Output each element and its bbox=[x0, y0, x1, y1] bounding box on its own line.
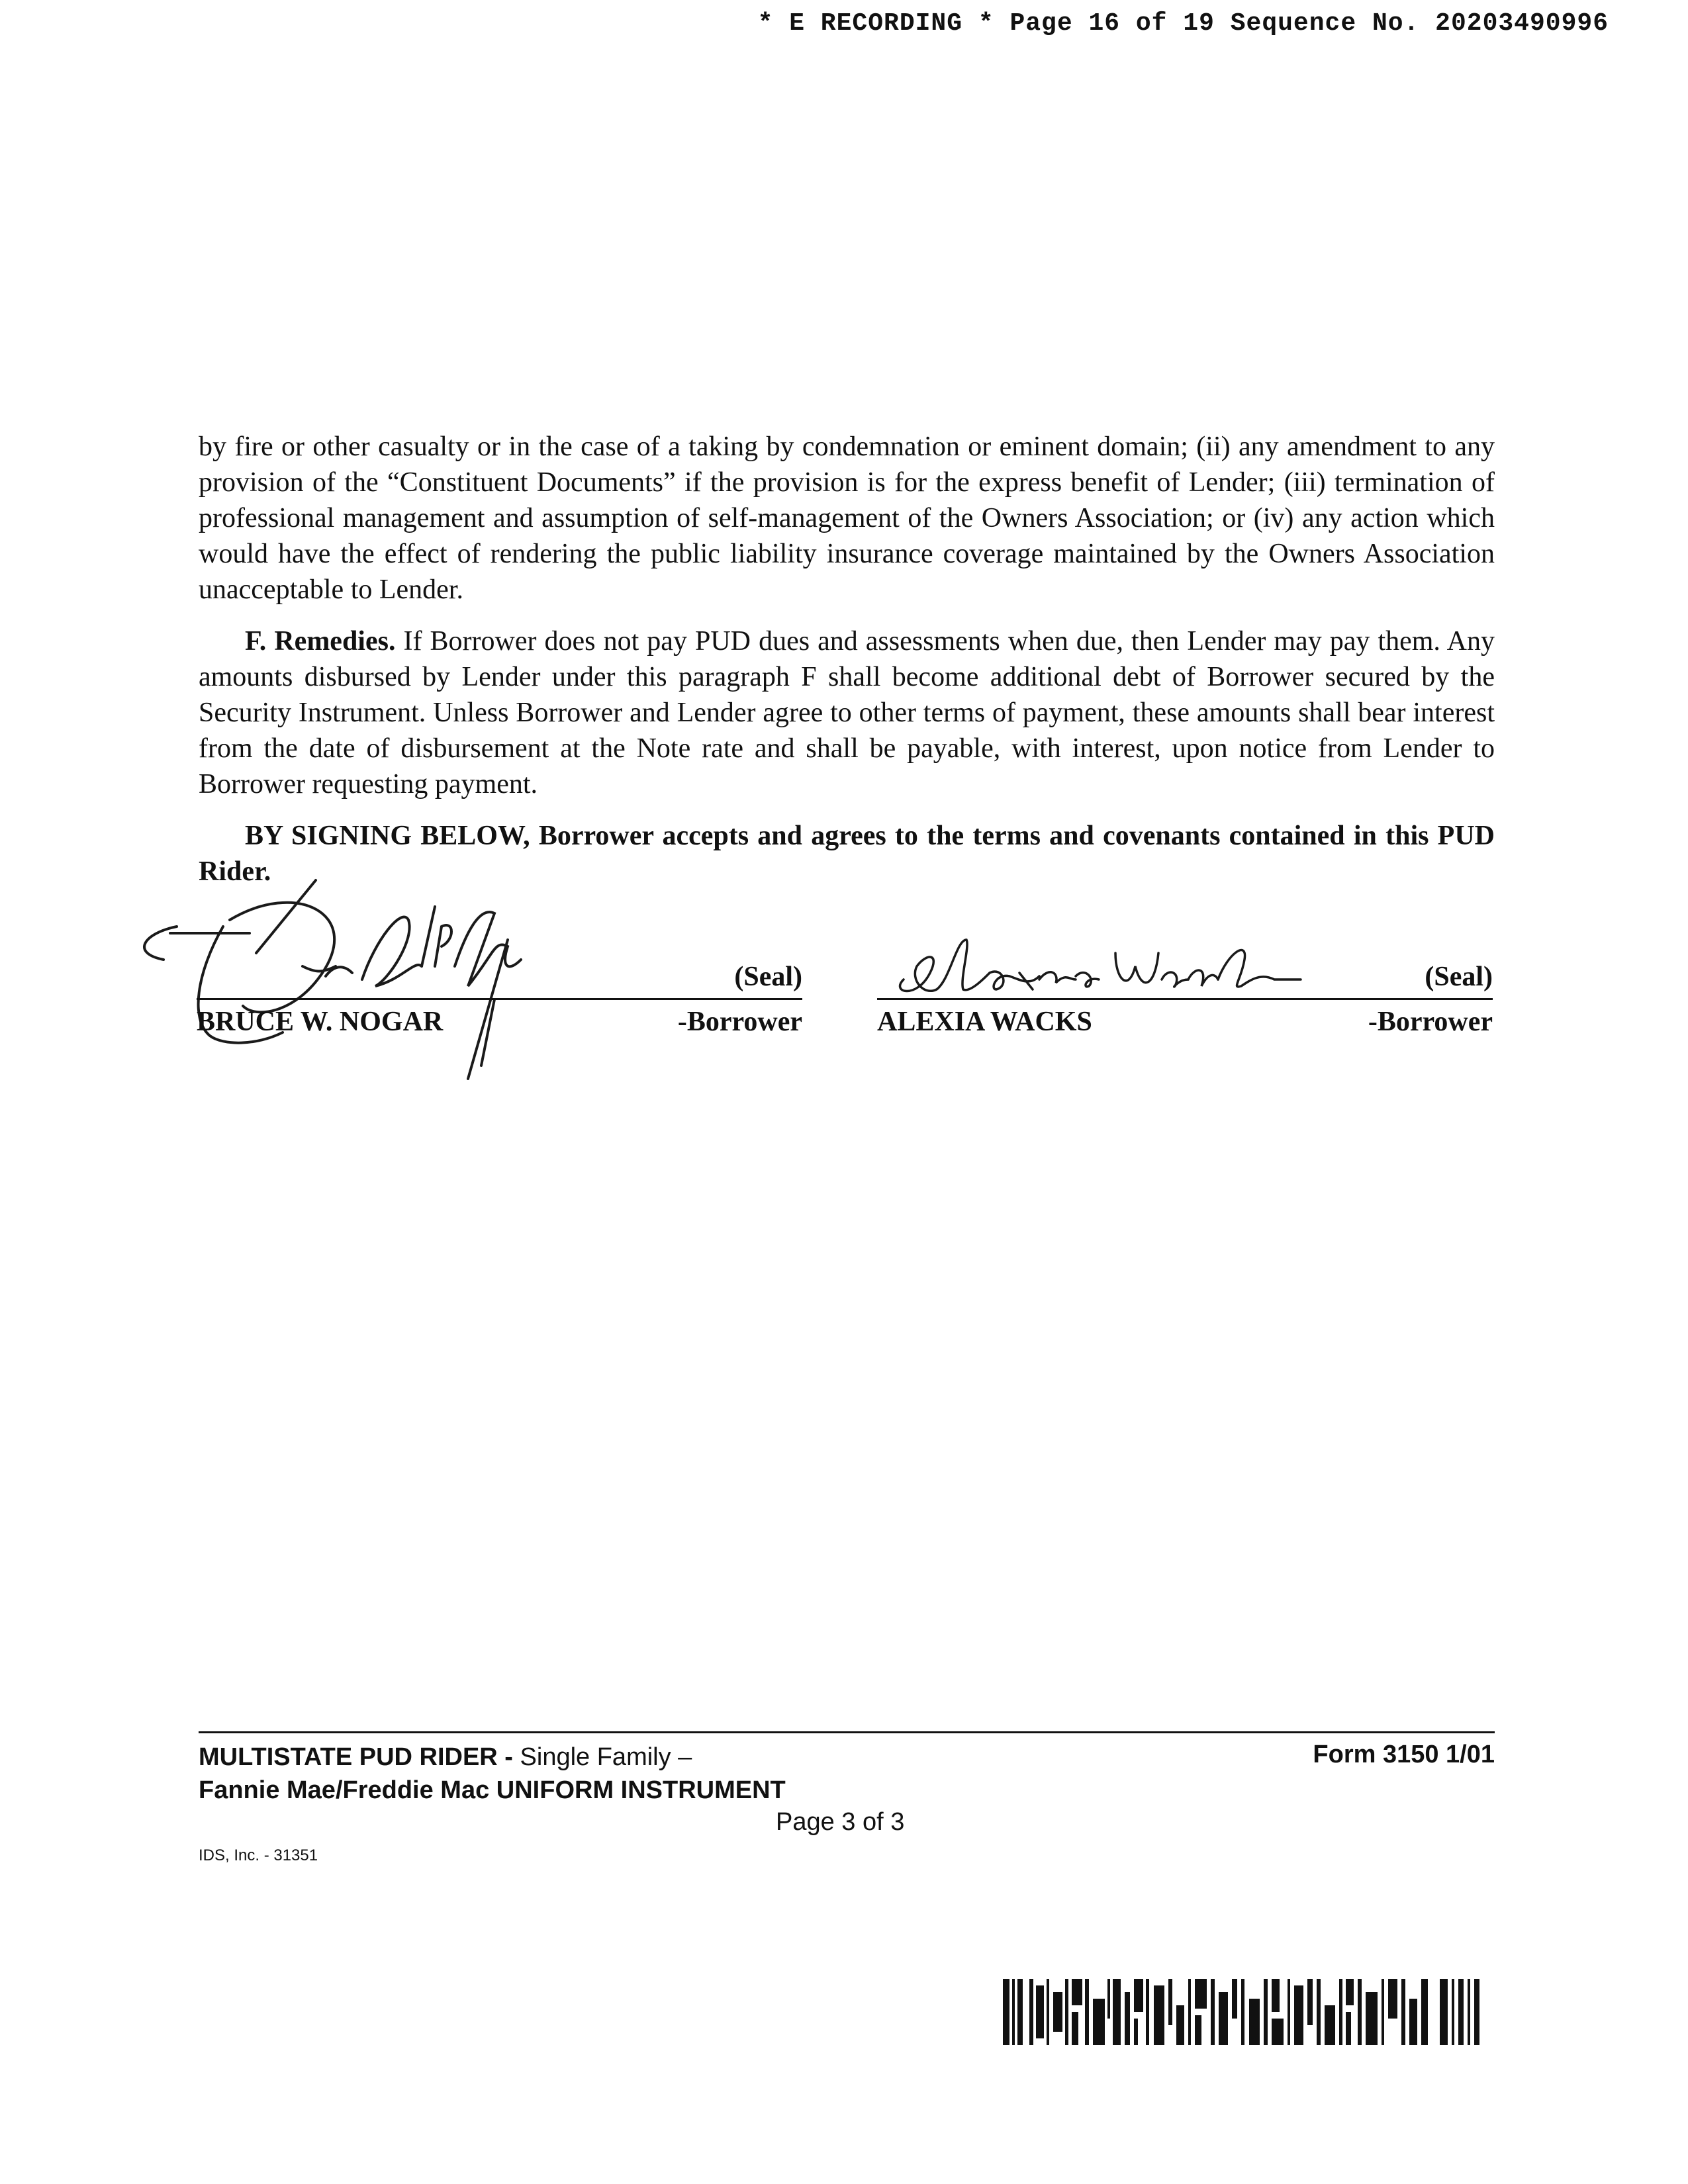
form-title-bold: MULTISTATE PUD RIDER - bbox=[199, 1743, 520, 1771]
borrower-name: ALEXIA WACKS bbox=[877, 1007, 1092, 1037]
handwritten-signature-2 bbox=[877, 880, 1340, 1013]
form-number: Form 3150 1/01 bbox=[1313, 1741, 1495, 1768]
page-number: Page 3 of 3 bbox=[776, 1808, 905, 1836]
form-title-rest: Single Family – bbox=[520, 1743, 692, 1771]
paragraph-continuation: by fire or other casualty or in the case of a taking by condemnation or eminent domain; (ii) any amendment to any provision of the “Constituent Documents” if the provision is for the express benefit of Lender; (iii) termination of professional management and assumption of self-management of the Owners Association; or (iv) any action which would have the effect of rendering the public liability insurance coverage maintained by the Owners Association unacceptable to Lender. bbox=[199, 432, 1495, 605]
signature-line bbox=[197, 998, 802, 1000]
borrower-name: BRUCE W. NOGAR bbox=[197, 1007, 444, 1037]
handwritten-signature-1 bbox=[124, 867, 786, 1085]
signature-block-borrower-2 bbox=[877, 880, 1493, 1052]
footer-divider bbox=[199, 1731, 1495, 1733]
seal-label: (Seal) bbox=[1425, 962, 1493, 992]
seal-label: (Seal) bbox=[734, 962, 802, 992]
remedies-heading: F. Remedies. bbox=[245, 626, 396, 657]
borrower-role: -Borrower bbox=[677, 1007, 802, 1037]
form-title-line bbox=[199, 1741, 786, 1774]
remedies-text: If Borrower does not pay PUD dues and assessments when due, then Lender may pay them. Any amounts disbursed by Lender under this paragraph F shall become additional debt of Borrower secured by the Security Instrument. Unless Borrower and Lender agree to other terms of payment, these amounts shall bear interest from the date of disbursement at the Note rate and shall be payable, with interest, upon notice from Lender to Borrower requesting payment. bbox=[199, 626, 1495, 799]
signing-statement: BY SIGNING BELOW, Borrower accepts and agrees to the terms and covenants contained in this PUD Rider. bbox=[199, 821, 1495, 887]
recording-header: * E RECORDING * Page 16 of 19 Sequence No. 20203490996 bbox=[757, 9, 1609, 38]
form-subtitle: Fannie Mae/Freddie Mac UNIFORM INSTRUMENT bbox=[199, 1776, 786, 1804]
rider-body bbox=[199, 429, 1495, 905]
signature-line bbox=[877, 998, 1493, 1000]
signature-block-borrower-1 bbox=[197, 880, 802, 1052]
paragraph-remedies bbox=[199, 623, 1495, 802]
footer-form-title bbox=[199, 1741, 786, 1807]
borrower-role: -Borrower bbox=[1368, 1007, 1493, 1037]
barcode-image bbox=[1003, 1979, 1479, 2045]
ids-code: IDS, Inc. - 31351 bbox=[199, 1846, 318, 1864]
